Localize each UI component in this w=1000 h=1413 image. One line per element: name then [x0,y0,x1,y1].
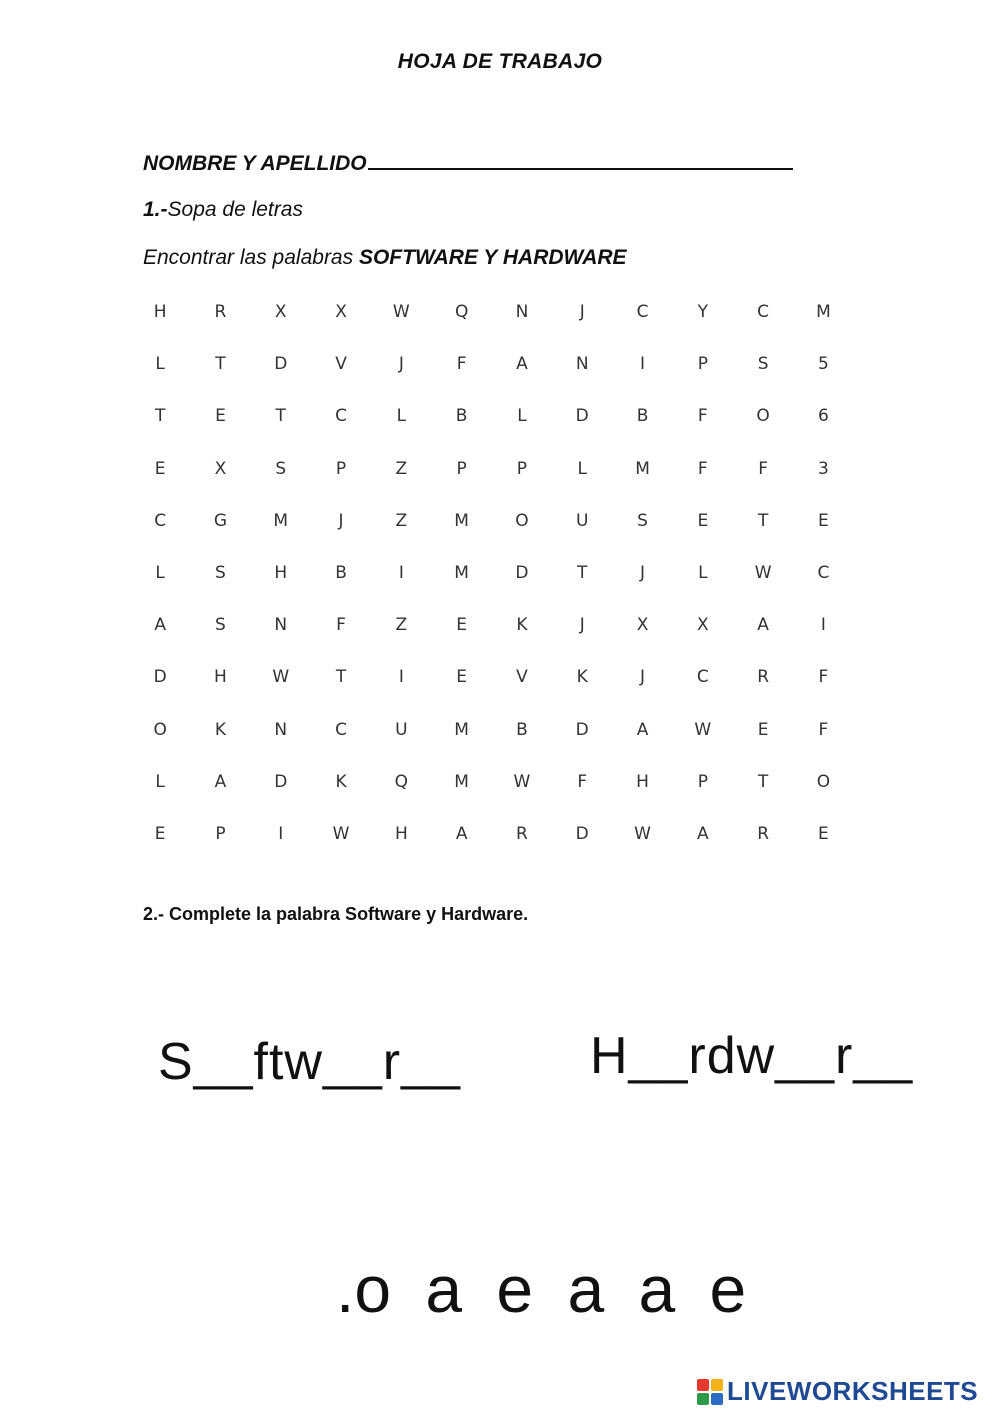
grid-cell[interactable]: C [636,302,649,323]
grid-cell[interactable]: W [754,563,772,584]
grid-row [130,338,854,390]
grid-cell[interactable]: N [575,354,589,375]
grid-cell[interactable]: H [394,823,408,844]
instruction-words: SOFTWARE Y HARDWARE [358,246,627,269]
grid-cell[interactable]: T [577,563,588,584]
grid-cell[interactable]: E [818,510,829,531]
letter-bank: .o a e a a e [336,1252,747,1326]
grid-cell[interactable]: I [398,563,404,584]
grid-cell[interactable]: Z [395,458,408,479]
grid-cell[interactable]: I [820,615,826,636]
grid-row [130,599,854,651]
grid-cell[interactable]: N [274,719,288,740]
grid-cell[interactable]: I [398,667,404,688]
grid-cell[interactable]: K [576,667,588,688]
grid-cell[interactable]: X [335,302,347,323]
page-title: HOJA DE TRABAJO [397,50,603,73]
grid-cell[interactable]: C [335,719,347,740]
grid-row [130,390,854,442]
grid-cell[interactable]: I [278,823,284,844]
grid-cell[interactable]: W [272,667,290,688]
grid-cell[interactable]: F [697,458,708,479]
grid-cell[interactable]: K [516,615,528,636]
grid-cell[interactable]: T [335,667,347,688]
grid-cell[interactable]: E [154,458,166,479]
grid-cell[interactable]: S [637,510,648,531]
grid-cell[interactable]: Z [395,615,408,636]
grid-cell[interactable]: W [513,771,531,792]
grid-cell[interactable]: T [275,406,286,427]
grid-cell[interactable]: L [155,563,165,584]
grid-cell[interactable]: D [274,354,288,375]
grid-cell[interactable]: A [516,354,528,375]
grid-cell[interactable]: K [214,719,227,740]
grid-row [130,286,854,338]
grid-row [130,808,854,860]
grid-cell[interactable]: F [697,406,708,427]
word-search-grid [130,286,854,860]
logo-text: LIVEWORKSHEETS [727,1376,979,1406]
grid-cell[interactable]: E [456,615,467,636]
grid-cell[interactable]: F [818,719,829,740]
grid-cell[interactable]: R [516,823,528,844]
grid-cell[interactable]: M [454,510,469,531]
grid-cell[interactable]: S [275,458,287,479]
grid-cell[interactable]: X [274,302,287,323]
grid-cell[interactable]: B [516,719,528,740]
grid-row [130,651,854,703]
grid-cell[interactable]: P [335,458,347,479]
grid-cell[interactable]: C [696,667,709,688]
grid-cell[interactable]: P [215,823,226,844]
grid-cell[interactable]: J [640,563,646,584]
grid-cell[interactable]: D [515,563,529,584]
grid-cell[interactable]: O [756,406,770,427]
grid-cell[interactable]: H [636,771,649,792]
grid-cell[interactable]: O [816,771,831,792]
grid-cell[interactable]: W [694,719,712,740]
grid-cell[interactable]: D [575,823,589,844]
grid-cell[interactable]: J [338,510,344,531]
grid-cell[interactable]: J [640,667,646,688]
grid-cell[interactable]: A [636,719,649,740]
grid-cell[interactable]: A [455,823,468,844]
grid-cell[interactable]: B [335,563,347,584]
grid-cell[interactable]: U [576,510,589,531]
grid-cell[interactable]: S [757,354,769,375]
grid-cell[interactable]: L [155,771,165,792]
grid-cell[interactable]: X [636,615,649,636]
grid-cell[interactable]: 3 [818,458,829,479]
grid-cell[interactable]: E [154,823,166,844]
grid-cell[interactable]: T [757,771,769,792]
grid-cell[interactable]: P [456,458,467,479]
grid-cell[interactable]: N [274,615,288,636]
grid-cell[interactable]: L [517,406,527,427]
grid-cell[interactable]: A [214,771,227,792]
logo-square [711,1379,723,1391]
section2-instruction: 2.- Complete la palabra Software y Hardware. [143,904,529,924]
grid-cell[interactable]: D [575,719,589,740]
grid-cell[interactable]: Y [697,302,709,323]
grid-cell[interactable]: J [398,354,404,375]
grid-cell[interactable]: L [698,563,708,584]
grid-cell[interactable]: A [697,823,709,844]
grid-cell[interactable]: K [335,771,347,792]
grid-cell[interactable]: F [577,771,588,792]
grid-cell[interactable]: A [154,615,166,636]
grid-cell[interactable]: F [758,458,768,479]
name-label: NOMBRE Y APELLIDO [143,152,367,175]
grid-cell[interactable]: H [214,667,227,688]
grid-cell[interactable]: H [274,563,288,584]
grid-cell[interactable]: A [757,615,769,636]
grid-cell[interactable]: J [579,615,585,636]
grid-cell[interactable]: C [335,406,347,427]
logo-square [711,1393,723,1405]
grid-cell[interactable]: M [816,302,831,323]
grid-cell[interactable]: E [818,823,829,844]
grid-cell[interactable]: O [515,510,529,531]
grid-cell[interactable]: X [696,615,709,636]
grid-cell[interactable]: Q [394,771,409,792]
grid-cell[interactable]: R [757,823,770,844]
grid-row [130,547,854,599]
grid-cell[interactable]: E [757,719,769,740]
grid-cell[interactable]: M [454,563,469,584]
grid-cell[interactable]: S [215,615,226,636]
grid-row [130,756,854,808]
grid-cell[interactable]: P [697,771,708,792]
logo-square [697,1379,709,1391]
grid-cell[interactable]: C [757,302,770,323]
grid-cell[interactable]: B [455,406,468,427]
logo-square [697,1393,709,1405]
grid-cell[interactable]: Z [395,510,408,531]
grid-cell[interactable]: M [454,719,469,740]
grid-cell[interactable]: H [153,302,167,323]
grid-cell[interactable]: D [274,771,288,792]
grid-cell[interactable]: D [153,667,167,688]
grid-cell[interactable]: M [635,458,650,479]
grid-cell[interactable]: O [153,719,167,740]
grid-cell[interactable]: B [636,406,649,427]
grid-cell[interactable]: J [579,302,585,323]
grid-row [130,495,854,547]
grid-cell[interactable]: 5 [818,354,829,375]
grid-cell[interactable]: F [818,667,829,688]
grid-row [130,443,854,495]
grid-cell[interactable]: L [155,354,165,375]
grid-cell[interactable]: 6 [818,406,829,427]
grid-cell[interactable]: X [214,458,227,479]
instruction-prefix: Encontrar las palabras [143,246,359,269]
hardware-fill-word: H__rdw__r__ [590,1027,914,1085]
grid-row [130,704,854,756]
grid-cell[interactable]: L [396,406,407,427]
grid-cell[interactable]: T [215,354,226,375]
section1-title: Sopa de letras [167,198,303,221]
logo-mark-icon [697,1379,723,1405]
grid-cell[interactable]: M [273,510,289,531]
grid-cell[interactable]: W [634,823,651,844]
grid-cell[interactable]: E [215,406,226,427]
grid-cell[interactable]: C [817,563,830,584]
liveworksheets-logo [697,1376,978,1407]
grid-cell[interactable]: P [697,354,708,375]
grid-cell[interactable]: T [757,510,769,531]
grid-cell[interactable]: R [757,667,770,688]
grid-cell[interactable]: W [392,302,410,323]
section1-number: 1.- [143,198,168,221]
grid-cell[interactable]: F [336,615,346,636]
grid-cell[interactable]: W [332,823,350,844]
grid-cell[interactable]: Q [454,302,469,323]
grid-cell[interactable]: D [575,406,589,427]
grid-cell[interactable]: U [395,719,408,740]
name-blank-line[interactable] [368,148,793,170]
grid-cell[interactable]: N [515,302,529,323]
grid-cell[interactable]: V [335,354,347,375]
software-fill-word: S__ftw__r__ [158,1033,461,1091]
grid-cell[interactable]: G [213,510,228,531]
section1-heading [143,198,303,222]
grid-cell[interactable]: C [154,510,167,531]
section1-instruction [143,246,627,270]
grid-cell[interactable]: S [215,563,226,584]
grid-cell[interactable]: M [454,771,469,792]
grid-cell[interactable]: P [516,458,528,479]
name-field-row [143,148,793,176]
grid-cell[interactable]: L [577,458,587,479]
grid-cell[interactable]: V [516,667,528,688]
grid-cell[interactable]: F [456,354,467,375]
grid-cell[interactable]: E [697,510,709,531]
grid-cell[interactable]: T [154,406,166,427]
grid-cell[interactable]: R [214,302,227,323]
grid-cell[interactable]: I [640,354,646,375]
grid-cell[interactable]: E [456,667,467,688]
